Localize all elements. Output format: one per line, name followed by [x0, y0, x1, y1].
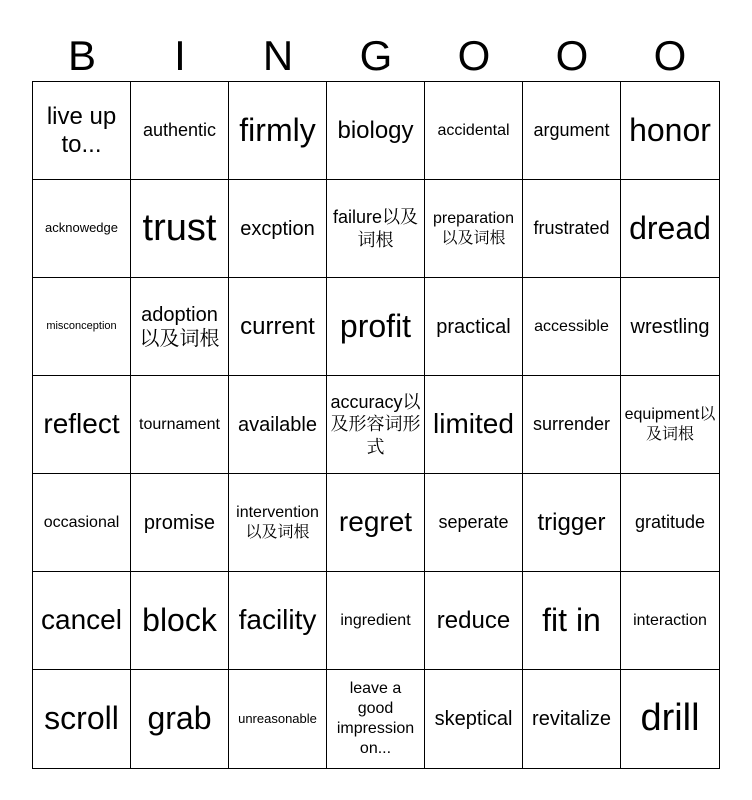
bingo-cell[interactable]: unreasonable	[229, 670, 327, 768]
bingo-cell[interactable]: frustrated	[523, 180, 621, 278]
bingo-cell[interactable]: drill	[640, 697, 700, 740]
bingo-cell[interactable]: block	[131, 572, 229, 670]
bingo-cell[interactable]: accessible	[523, 278, 621, 376]
bingo-cell[interactable]: occasional	[33, 474, 131, 572]
bingo-cell[interactable]: current	[229, 278, 327, 376]
bingo-cell[interactable]: ingredient	[327, 572, 425, 670]
bingo-cell[interactable]: scroll	[33, 670, 131, 768]
bingo-cell[interactable]: interaction	[621, 572, 719, 670]
header-letter: I	[174, 32, 186, 79]
bingo-cell[interactable]: adoption以及词根	[131, 278, 229, 376]
bingo-header	[33, 30, 719, 82]
bingo-cell[interactable]: equipment以及词根	[621, 376, 719, 474]
bingo-cell[interactable]: surrender	[523, 376, 621, 474]
bingo-cell[interactable]: acknowedge	[33, 180, 131, 278]
bingo-cell[interactable]: firmly	[229, 82, 327, 180]
bingo-cell[interactable]: revitalize	[523, 670, 621, 768]
bingo-cell[interactable]: promise	[131, 474, 229, 572]
bingo-cell[interactable]: live up to...	[33, 82, 131, 180]
bingo-cell[interactable]: accidental	[425, 82, 523, 180]
bingo-cell[interactable]: seperate	[425, 474, 523, 572]
header-letter: O	[555, 32, 589, 79]
bingo-cell[interactable]: leave a good impression on...	[327, 670, 425, 768]
bingo-cell[interactable]: reflect	[33, 376, 131, 474]
bingo-cell[interactable]: available	[229, 376, 327, 474]
bingo-cell[interactable]: skeptical	[425, 670, 523, 768]
bingo-cell[interactable]: accuracy以及形容词形式	[327, 376, 425, 474]
bingo-cell[interactable]: gratitude	[621, 474, 719, 572]
bingo-cell[interactable]: facility	[229, 572, 327, 670]
header-letter: O	[457, 32, 491, 79]
bingo-cell[interactable]: fit in	[523, 572, 621, 670]
bingo-cell[interactable]: profit	[327, 278, 425, 376]
bingo-cell[interactable]: tournament	[131, 376, 229, 474]
bingo-cell[interactable]: grab	[131, 670, 229, 768]
bingo-cell[interactable]: limited	[425, 376, 523, 474]
bingo-cell[interactable]: honor	[621, 82, 719, 180]
bingo-cell[interactable]: cancel	[33, 572, 131, 670]
bingo-cell[interactable]: biology	[327, 82, 425, 180]
bingo-cell[interactable]: regret	[327, 474, 425, 572]
bingo-cell[interactable]: misconception	[33, 278, 131, 376]
bingo-cell[interactable]: practical	[425, 278, 523, 376]
bingo-cell[interactable]: preparation以及词根	[425, 180, 523, 278]
bingo-cell[interactable]: dread	[621, 180, 719, 278]
bingo-cell[interactable]: trigger	[523, 474, 621, 572]
header-letter: N	[262, 32, 294, 79]
bingo-grid	[32, 81, 720, 769]
header-letter: G	[359, 32, 393, 79]
bingo-cell[interactable]: intervention以及词根	[229, 474, 327, 572]
bingo-cell[interactable]: failure以及词根	[327, 180, 425, 278]
bingo-cell[interactable]: trust	[131, 180, 229, 278]
bingo-cell[interactable]: wrestling	[621, 278, 719, 376]
bingo-cell[interactable]: argument	[523, 82, 621, 180]
header-letter: O	[653, 32, 687, 79]
header-letter: B	[67, 32, 96, 79]
bingo-cell[interactable]: authentic	[131, 82, 229, 180]
bingo-cell[interactable]: excption	[229, 180, 327, 278]
bingo-cell[interactable]: reduce	[425, 572, 523, 670]
